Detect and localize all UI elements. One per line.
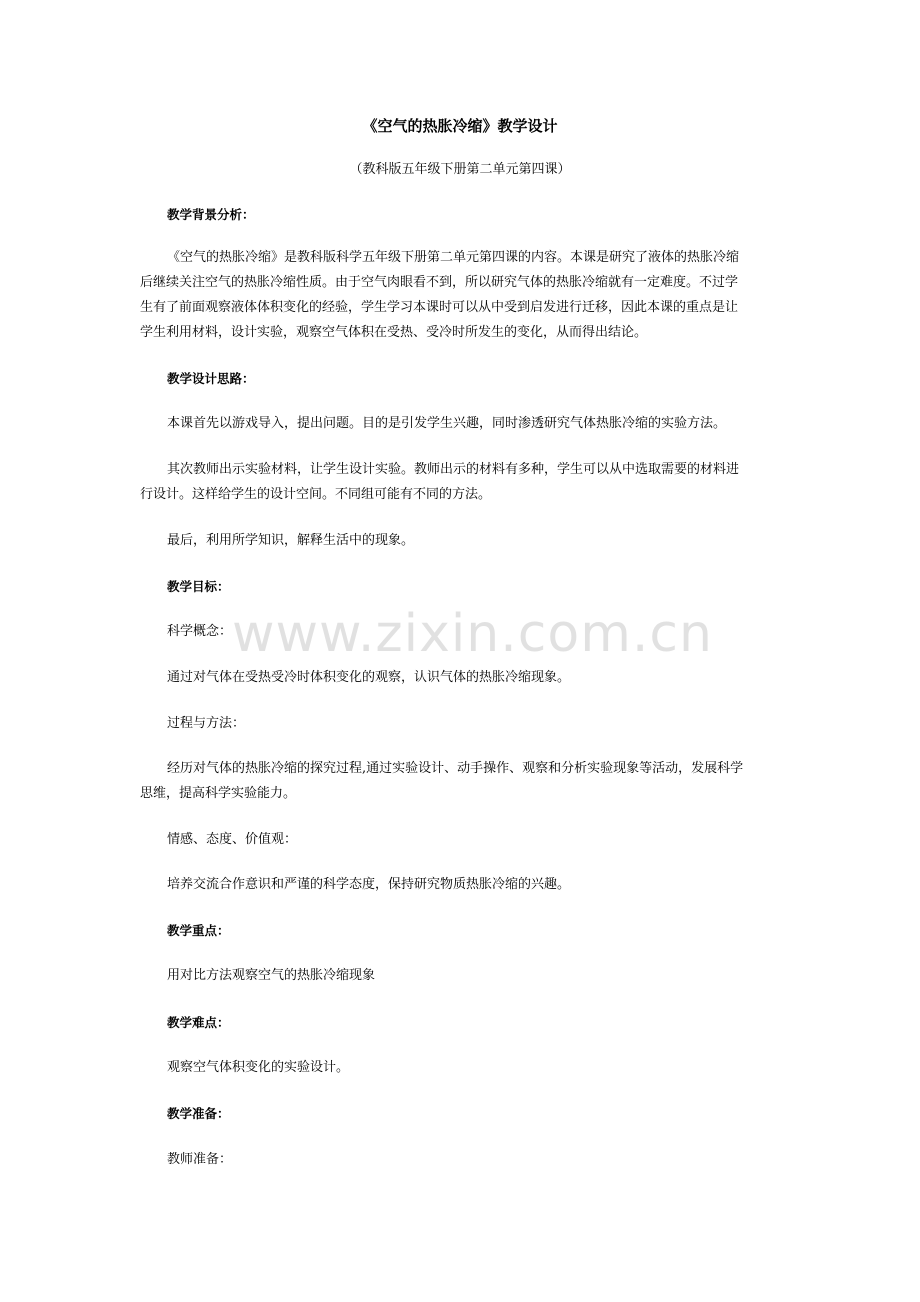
- attitude-text: 培养交流合作意识和严谨的科学态度，保持研究物质热胀冷缩的兴趣。: [167, 877, 571, 892]
- design-paragraph-3: 最后，利用所学知识，解释生活中的现象。: [167, 533, 415, 548]
- background-line: 后继续关注空气的热胀冷缩性质。由于空气肉眼看不到，所以研究气体的热胀冷缩就有一定难度。不过学: [140, 275, 739, 290]
- preparation-heading: 教学准备：: [167, 1106, 230, 1121]
- concept-text: 通过对气体在受热受冷时体积变化的观察，认识气体的热胀冷缩现象。: [167, 670, 571, 685]
- design-paragraph-1: 本课首先以游戏导入，提出问题。目的是引发学生兴趣，同时渗透研究气体热胀冷缩的实验方法。: [167, 416, 727, 431]
- background-line: 生有了前面观察液体体积变化的经验，学生学习本课时可以从中受到启发进行迁移，因此本课的重点是让: [140, 300, 739, 315]
- document-title: 《空气的热胀冷缩》教学设计: [362, 117, 558, 135]
- key-point-heading: 教学重点：: [167, 923, 230, 938]
- design-paragraph-2-line: 行设计。这样给学生的设计空间。不同组可能有不同的方法。: [140, 487, 492, 502]
- background-line: 学生利用材料，设计实验，观察空气体积在受热、受冷时所发生的变化，从而得出结论。: [140, 325, 648, 340]
- difficulty-text: 观察空气体积变化的实验设计。: [167, 1060, 350, 1075]
- teacher-preparation-label: 教师准备：: [167, 1152, 233, 1167]
- design-paragraph-2-line: 其次教师出示实验材料，让学生设计实验。教师出示的材料有多种，学生可以从中选取需要的材料进: [167, 462, 740, 477]
- document-subtitle: （教科版五年级下册第二单元第四课）: [349, 162, 571, 177]
- background-heading: 教学背景分析：: [167, 207, 255, 222]
- goals-heading: 教学目标：: [167, 579, 230, 594]
- design-heading: 教学设计思路：: [167, 371, 255, 386]
- key-point-text: 用对比方法观察空气的热胀冷缩现象: [167, 968, 376, 983]
- process-line: 思维，提高科学实验能力。: [140, 786, 297, 801]
- process-label: 过程与方法：: [167, 716, 246, 731]
- watermark: www.zixin.com.cn: [232, 604, 713, 664]
- process-line: 经历对气体的热胀冷缩的探究过程,通过实验设计、动手操作、观察和分析实验现象等活动，发展科学: [167, 761, 744, 776]
- concept-label: 科学概念：: [167, 624, 233, 639]
- background-line: 《空气的热胀冷缩》是教科版科学五年级下册第二单元第四课的内容。本课是研究了液体的热胀冷缩: [167, 250, 740, 265]
- difficulty-heading: 教学难点：: [167, 1015, 230, 1030]
- attitude-label: 情感、态度、价值观：: [167, 832, 298, 847]
